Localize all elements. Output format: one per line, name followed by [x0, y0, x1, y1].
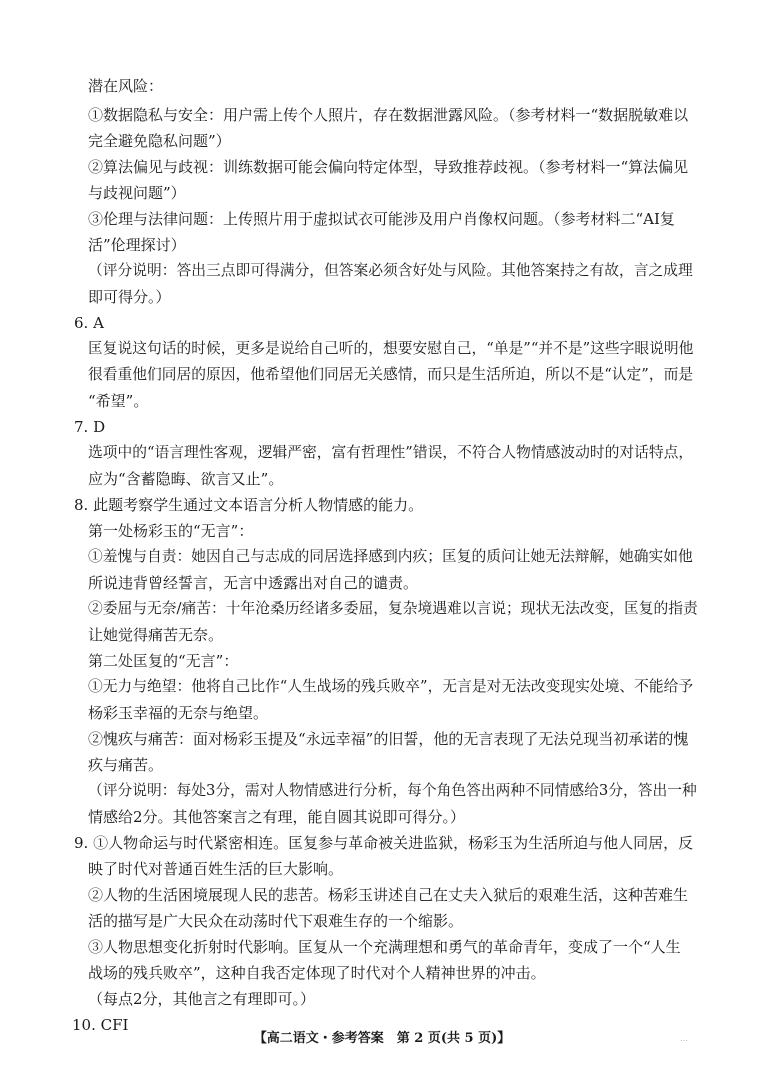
question-number: 9. ①人物命运与时代紧密相连。匡复参与革命被关进监狱，杨彩玉为生活所迫与他人同居，反	[74, 834, 694, 852]
text-line: 活”伦理探讨）	[88, 236, 186, 254]
text-line: ②算法偏见与歧视：训练数据可能会偏向特定体型，导致推荐歧视。（参考材料一“算法偏见	[88, 158, 689, 176]
text-line: 第一处杨彩玉的“无言”：	[88, 522, 254, 540]
text-line: ③人物思想变化折射时代影响。匡复从一个充满理想和勇气的革命青年，变成了一个“人生	[88, 938, 681, 956]
page-footer: 【高二语文・参考答案 第 2 页(共 5 页)】	[253, 1031, 511, 1046]
text-line: （评分说明：每处3分，需对人物情感进行分析，每个角色答出两种不同情感给3分，答出一种	[88, 782, 697, 799]
text-line: 映了时代对普通百姓生活的巨大影响。	[88, 860, 344, 878]
text-line: 活的描写是广大民众在动荡时代下艰难生存的一个缩影。	[88, 912, 464, 930]
text-line: 情感给2分。其他答案言之有理，能自圆其说即可得分。）	[88, 808, 466, 826]
text-line: 第二处匡复的“无言”：	[88, 652, 239, 670]
text-line: ①无力与绝望：他将自己比作“人生战场的残兵败卒”，无言是对无法改变现实处境、不能给予	[88, 678, 694, 695]
text-line: 战场的残兵败卒”，这种自我否定体现了时代对个人精神世界的冲击。	[88, 964, 546, 982]
text-line: 与歧视问题”）	[88, 184, 186, 202]
text-line: ①羞愧与自责：她因自己与志成的同居选择感到内疚；匡复的质问让她无法辩解，她确实如他	[88, 548, 693, 565]
text-line: ①数据隐私与安全：用户需上传个人照片，存在数据泄露风险。（参考材料一“数据脱敏难以	[88, 106, 689, 124]
text-line: 潜在风险：	[88, 77, 164, 95]
text-line: 杨彩玉幸福的无奈与绝望。	[88, 704, 269, 722]
text-line: 即可得分。）	[88, 288, 171, 306]
text-line: 疚与痛苦。	[88, 756, 164, 774]
text-line: 选项中的“语言理性客观，逻辑严密，富有哲理性”错误，不符合人物情感波动时的对话特点，	[88, 444, 694, 461]
question-number: 10. CFI	[72, 1016, 129, 1034]
text-line: （每点2分，其他言之有理即可。）	[88, 990, 316, 1008]
text-line: 所说违背曾经誓言，无言中透露出对自己的谴责。	[88, 574, 419, 592]
text-line: 匡复说这句话的时候，更多是说给自己听的，想要安慰自己，“单是”“并不是”这些字眼说明他	[88, 340, 694, 357]
text-line: 很看重他们同居的原因，他希望他们同居无关感情，而只是生活所迫，所以不是“认定”，而是	[88, 366, 694, 383]
text-line: “希望”。	[88, 392, 149, 410]
question-number: 6. A	[74, 314, 104, 332]
text-line: ②委屈与无奈/痛苦：十年沧桑历经诸多委屈，复杂境遇难以言说；现状无法改变，匡复的指责	[88, 600, 698, 617]
question-number: 8. 此题考察学生通过文本语言分析人物情感的能力。	[74, 496, 424, 514]
text-line: 完全避免隐私问题”）	[88, 132, 231, 150]
text-line: 应为“含蓄隐晦、欲言又止”。	[88, 470, 284, 488]
text-line: ②人物的生活困境展现人民的悲苦。杨彩玉讲述自己在丈夫入狱后的艰难生活，这种苦难生	[88, 886, 689, 904]
text-line: ③伦理与法律问题：上传照片用于虚拟试衣可能涉及用户肖像权问题。（参考材料二“AI复	[88, 210, 675, 228]
text-line: （评分说明：答出三点即可得满分，但答案必须含好处与风险。其他答案持之有故，言之成理	[88, 262, 693, 279]
corner-mark: ...	[680, 1034, 688, 1043]
question-number: 7. D	[74, 418, 106, 436]
text-line: 让她觉得痛苦无奈。	[88, 626, 224, 644]
text-line: ②愧疚与痛苦：面对杨彩玉提及“永远幸福”的旧誓，他的无言表现了无法兑现当初承诺的愧	[88, 730, 689, 748]
